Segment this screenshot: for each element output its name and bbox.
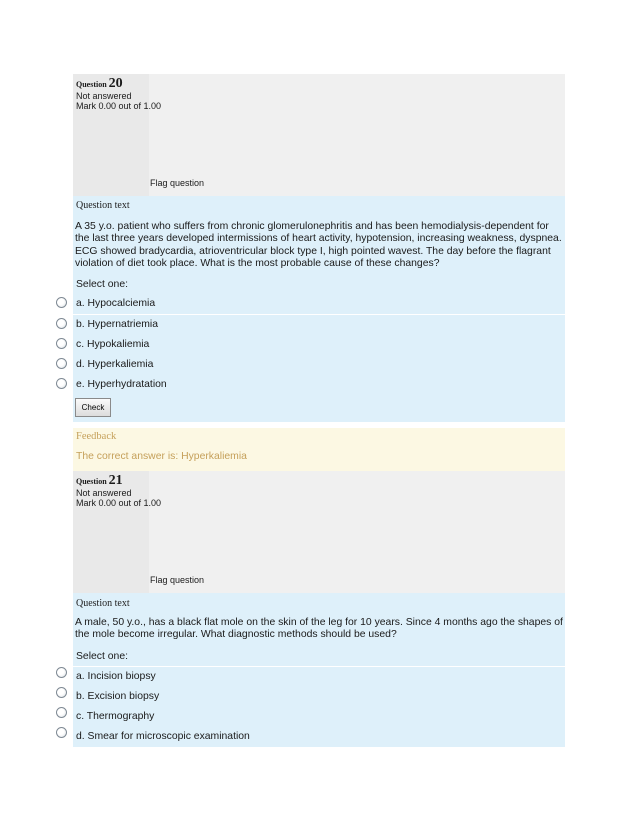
question-number-heading <box>76 76 123 92</box>
feedback-label: Feedback <box>76 431 117 442</box>
question-number: 21 <box>108 473 123 488</box>
option-label: a. Hypocalciemia <box>76 298 156 309</box>
select-one-label: Select one: <box>76 651 128 662</box>
option-a-radio[interactable] <box>56 667 67 678</box>
answer-status: Not answered <box>76 488 132 498</box>
mark-text: Mark 0.00 out of 1.00 <box>76 101 162 111</box>
option-e[interactable] <box>73 375 565 395</box>
option-a-radio[interactable] <box>56 297 67 308</box>
option-a[interactable] <box>73 294 565 314</box>
option-c-radio[interactable] <box>56 338 67 349</box>
option-label: a. Incision biopsy <box>76 671 156 682</box>
option-label: c. Thermography <box>76 711 155 722</box>
option-b[interactable] <box>73 687 565 707</box>
select-one-label: Select one: <box>76 279 128 290</box>
option-d[interactable] <box>73 727 565 747</box>
check-button-area <box>73 394 565 422</box>
option-label: b. Excision biopsy <box>76 691 160 702</box>
question-20-info <box>73 74 565 196</box>
option-d[interactable] <box>73 355 565 375</box>
flag-question-link[interactable]: Flag question <box>150 178 205 188</box>
question-20-content <box>73 196 565 294</box>
question-number: 20 <box>108 76 123 91</box>
feedback-panel <box>73 428 565 471</box>
option-d-radio[interactable] <box>56 358 67 369</box>
option-b[interactable] <box>73 315 565 335</box>
option-e-radio[interactable] <box>56 378 67 389</box>
option-c[interactable] <box>73 335 565 355</box>
feedback-text: The correct answer is: Hyperkaliemia <box>76 451 247 462</box>
option-label: d. Smear for microscopic examination <box>76 731 250 742</box>
question-text-label: Question text <box>76 200 130 211</box>
option-label: e. Hyperhydratation <box>76 379 167 390</box>
question-text-label: Question text <box>76 598 130 609</box>
question-number-heading <box>76 473 123 489</box>
answer-status: Not answered <box>76 91 132 101</box>
option-label: b. Hypernatriemia <box>76 319 159 330</box>
question-word: Question <box>76 80 107 89</box>
question-text: A 35 y.o. patient who suffers from chronic glomerulonephritis and has been hemodialysis-dependent for the last three years developed intermissions of heart activity, hypotension, increasing weakness, dyspnea. ECG showed bradycardia, atrioventricular block type I, high pointed wavest. The day before the flagrant violation of diet took place. What is the most probable cause of these changes? <box>75 221 562 269</box>
question-text: A male, 50 y.o., has a black flat mole on the skin of the leg for 10 years. Since 4 months ago the shapes of the mole become irregular. What diagnostic methods should be used? <box>75 617 563 641</box>
option-b-radio[interactable] <box>56 318 67 329</box>
question-21-info <box>73 471 565 593</box>
question-21-content <box>73 593 565 666</box>
option-d-radio[interactable] <box>56 727 67 738</box>
option-label: c. Hypokaliemia <box>76 339 150 350</box>
option-c[interactable] <box>73 707 565 727</box>
question-word: Question <box>76 477 107 486</box>
mark-text: Mark 0.00 out of 1.00 <box>76 498 162 508</box>
option-c-radio[interactable] <box>56 707 67 718</box>
option-a[interactable] <box>73 667 565 687</box>
option-label: d. Hyperkaliemia <box>76 359 154 370</box>
flag-question-link[interactable]: Flag question <box>150 575 205 585</box>
check-button[interactable]: Check <box>75 398 111 417</box>
option-b-radio[interactable] <box>56 687 67 698</box>
